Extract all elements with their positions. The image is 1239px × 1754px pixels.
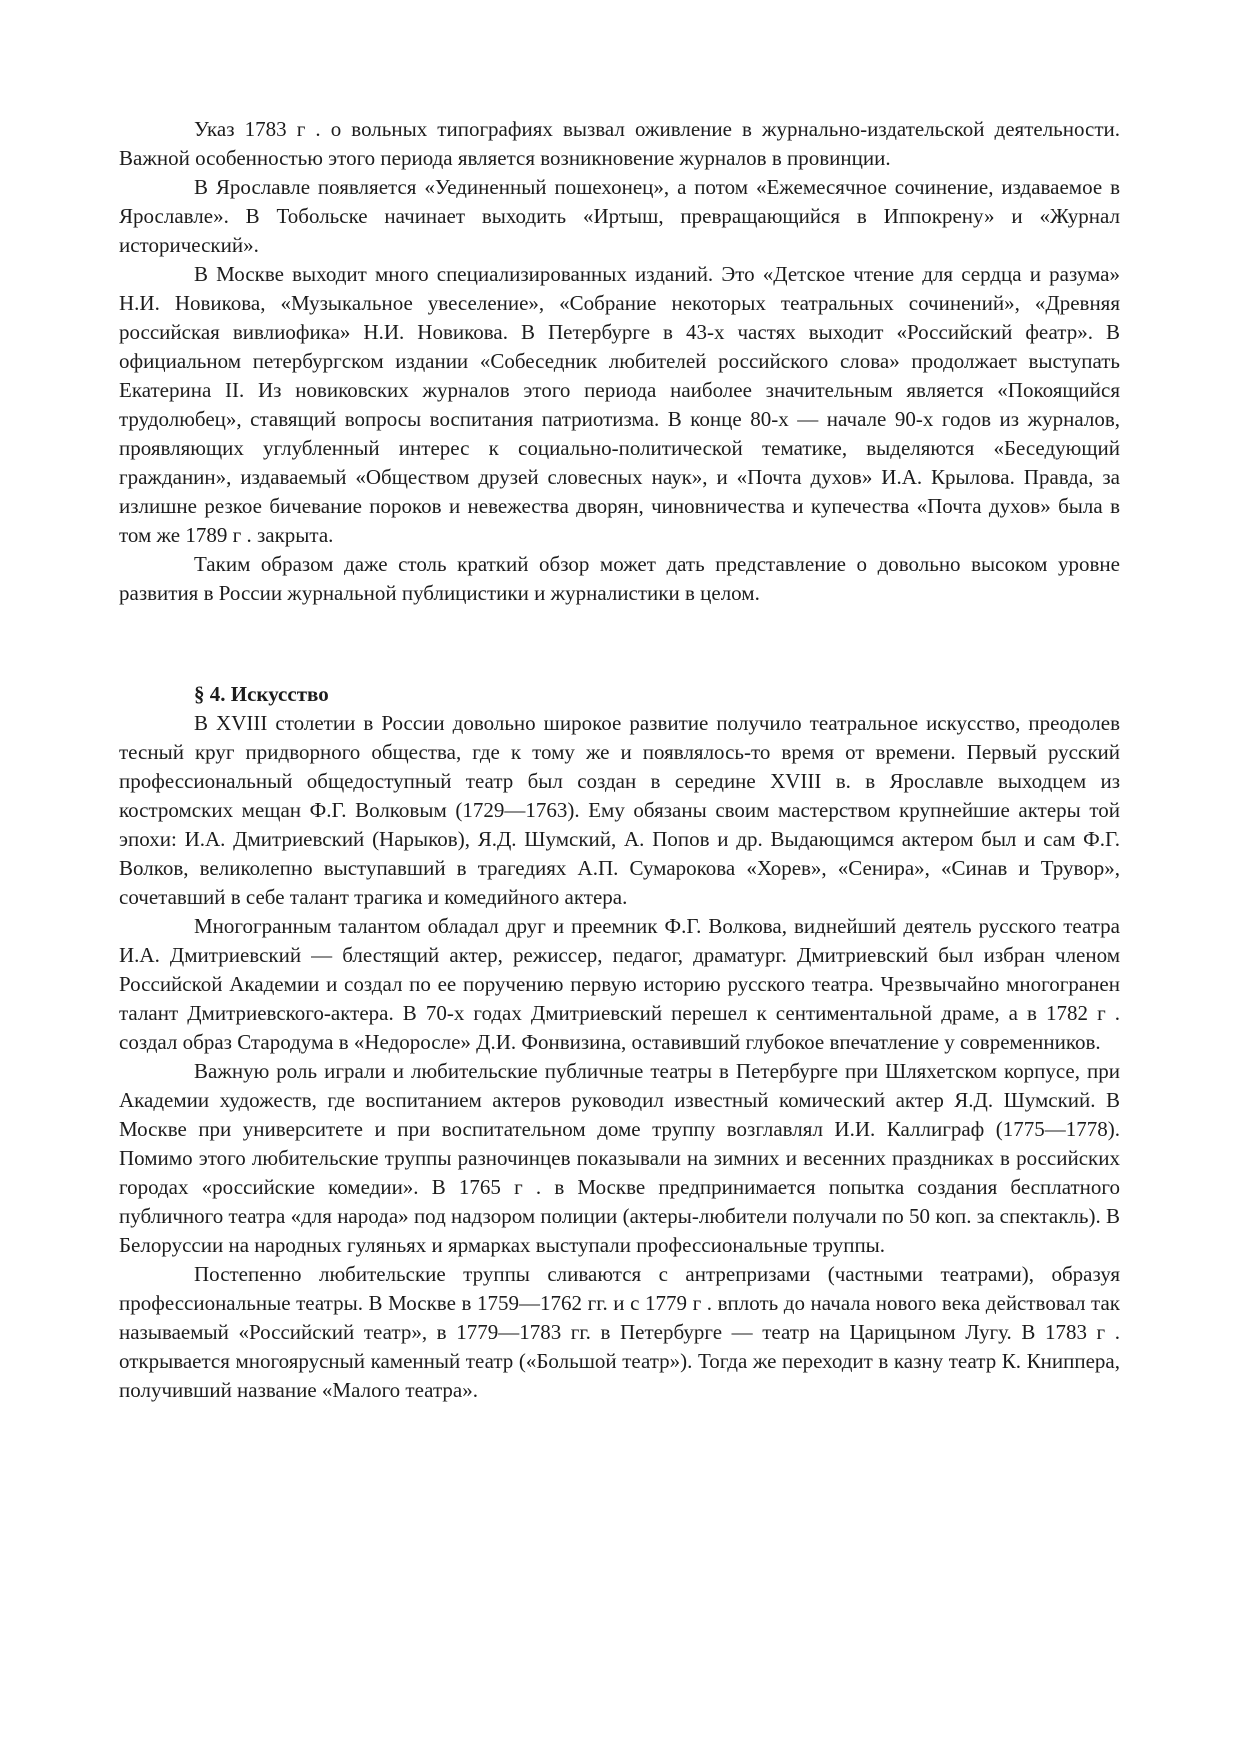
paragraph-typography-decree: Указ 1783 г . о вольных типографиях вызвал оживление в журнально-издательской деятельности. Важной особенностью этого периода является возникновение журналов в провинции. (119, 117, 1120, 170)
paragraph-professional-theatres: Постепенно любительские труппы сливаются с антрепризами (частными театрами), образуя профессиональные театры. В Москве в 1759—1762 гг. и с 1779 г . вплоть до начала нового века действовал так называемый «Российский театр», в 1779—1783 гг. в Петербурге — театр на Царицыном Лугу. В 1783 г . открывается многоярусный каменный театр («Большой театр»). Тогда же переходит в казну театр К. Книппера, получивший название «Малого театра». (119, 1262, 1120, 1402)
paragraph-amateur-theatres: Важную роль играли и любительские публичные театры в Петербурге при Шляхетском корпусе, при Академии художеств, где воспитанием актеров руководил известный комический актер Я.Д. Шумский. В Москве при университете и при воспитательном доме труппу возглавлял И.И. Каллиграф (1775—1778). Помимо этого любительские труппы разночинцев показывали на зимних и весенних праздниках в российских городах «российские комедии». В 1765 г . в Москве предпринимается попытка создания бесплатного публичного театра «для народа» под надзором полиции (актеры-любители получали по 50 коп. за спектакль). В Белоруссии на народных гуляньях и ярмарках выступали профессиональные труппы. (119, 1059, 1120, 1257)
paragraph-dmitrievsky: Многогранным талантом обладал друг и преемник Ф.Г. Волкова, виднейший деятель русского театра И.А. Дмитриевский — блестящий актер, режиссер, педагог, драматург. Дмитриевский был избран членом Российской Академии и создал по ее поручению первую историю русского театра. Чрезвычайно многогранен талант Дмитриевского-актера. В 70-х годах Дмитриевский перешел к сентиментальной драме, а в 1782 г . создал образ Стародума в «Недоросле» Д.И. Фонвизина, оставивший глубокое впечатление у современников. (119, 914, 1120, 1054)
paragraph-journalism-summary: Таким образом даже столь краткий обзор может дать представление о довольно высоком уровне развития в России журнальной публицистики и журналистики в целом. (119, 552, 1120, 605)
paragraph-theatre-development: В XVIII столетии в России довольно широкое развитие получило театральное искусство, преодолев тесный круг придворного общества, где к тому же и появлялось-то время от времени. Первый русский профессиональный общедоступный театр был создан в середине XVIII в. в Ярославле выходцем из костромских мещан Ф.Г. Волковым (1729—1763). Ему обязаны своим мастерством крупнейшие актеры той эпохи: И.А. Дмитриевский (Нарыков), Я.Д. Шумский, А. Попов и др. Выдающимся актером был и сам Ф.Г. Волков, великолепно выступавший в трагедиях А.П. Сумарокова «Хорев», «Сенира», «Синав и Трувор», сочетавший в себе талант трагика и комедийного актера. (119, 711, 1120, 909)
section-spacer (119, 608, 1120, 680)
paragraph-provincial-journals: В Ярославле появляется «Уединенный пошехонец», а потом «Ежемесячное сочинение, издаваемое в Ярославле». В Тобольске начинает выходить «Иртыш, превращающийся в Иппокрену» и «Журнал исторический». (119, 175, 1120, 257)
paragraph-moscow-publications: В Москве выходит много специализированных изданий. Это «Детское чтение для сердца и разума» Н.И. Новикова, «Музыкальное увеселение», «Собрание некоторых театральных сочинений», «Древняя российская вивлиофика» Н.И. Новикова. В Петербурге в 43-х частях выходит «Российский феатр». В официальном петербургском издании «Собеседник любителей российского слова» продолжает выступать Екатерина II. Из новиковских журналов этого периода наиболее значительным является «Покоящийся трудолюбец», ставящий вопросы воспитания патриотизма. В конце 80-х — начале 90-х годов из журналов, проявляющих углубленный интерес к социально-политической тематике, выделяются «Беседующий гражданин», издаваемый «Обществом друзей словесных наук», и «Почта духов» И.А. Крылова. Правда, за излишне резкое бичевание пороков и невежества дворян, чиновничества и купечества «Почта духов» была в том же 1789 г . закрыта. (119, 262, 1120, 547)
section-heading: § 4. Искусство (194, 682, 329, 706)
